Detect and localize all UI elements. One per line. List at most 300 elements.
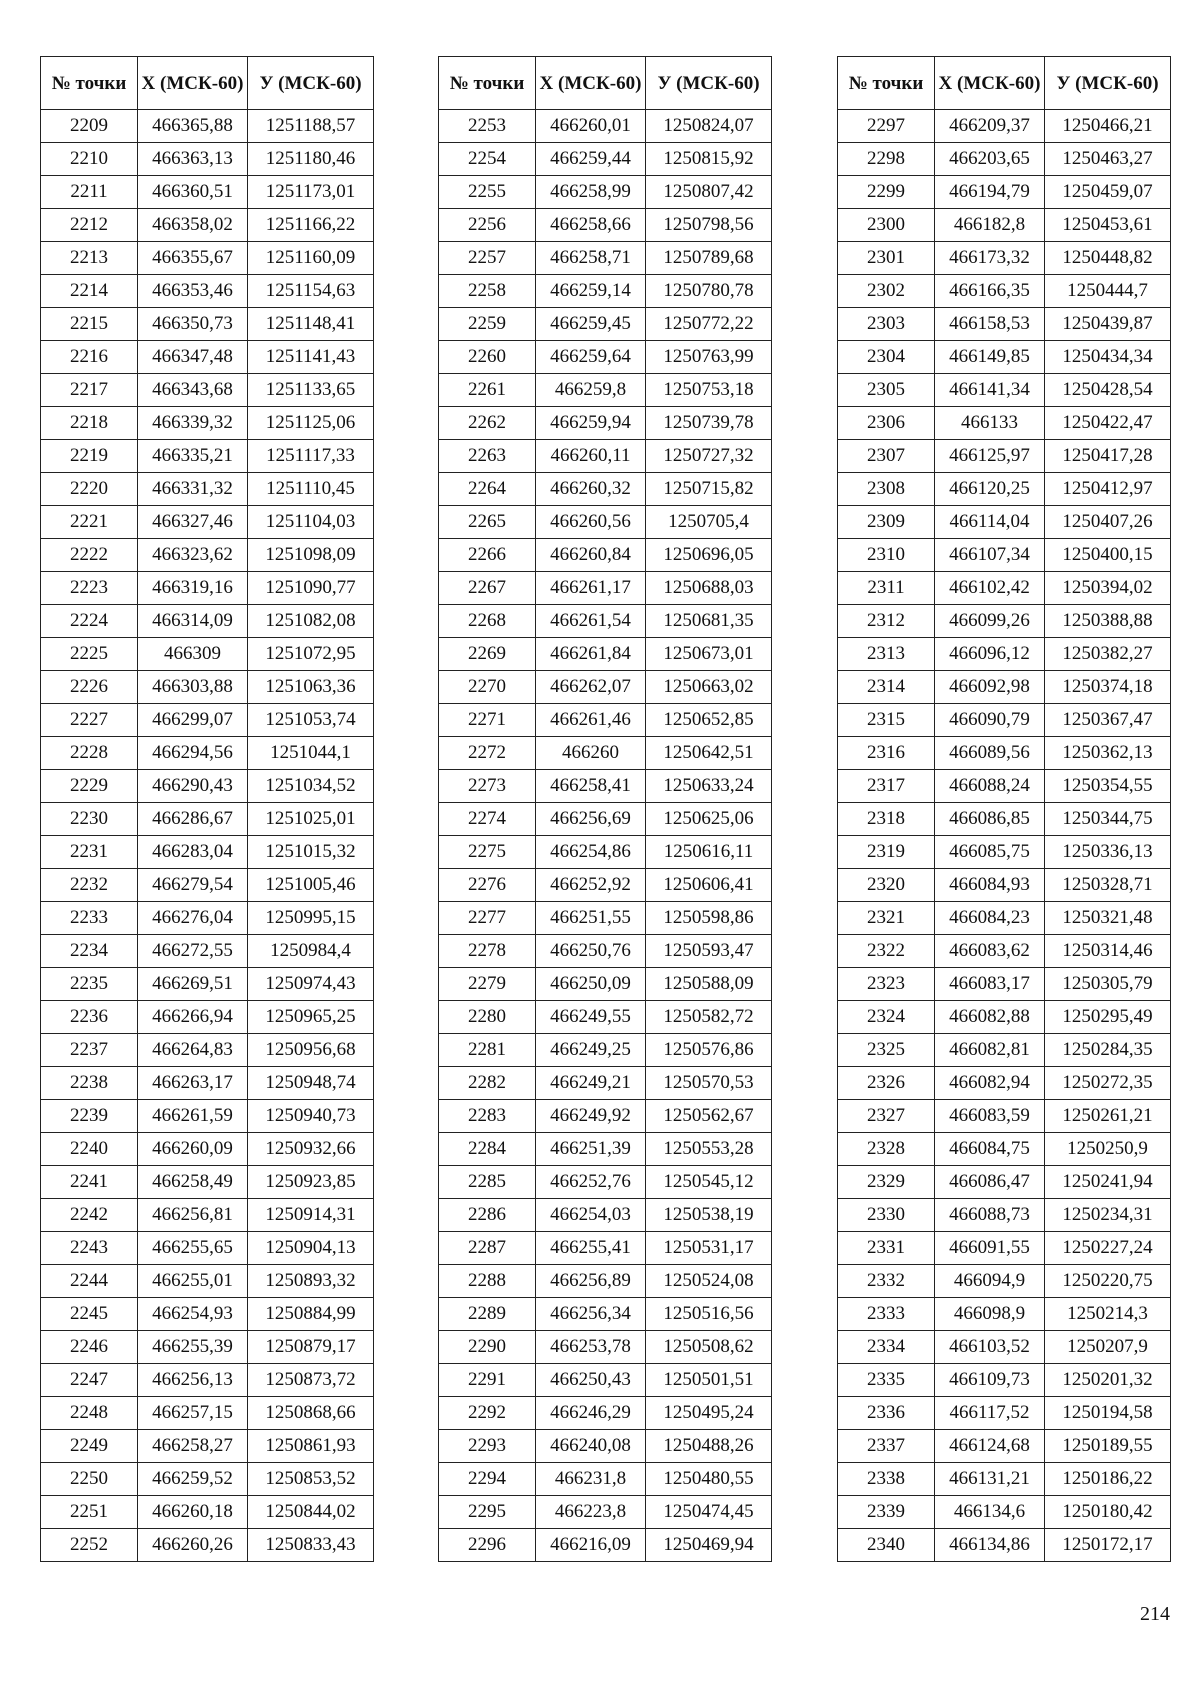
x-coordinate-cell: 466250,76	[536, 935, 646, 968]
x-coordinate-cell: 466090,79	[935, 704, 1045, 737]
table-row	[41, 1364, 374, 1397]
point-number-cell: 2244	[41, 1265, 138, 1298]
y-coordinate-cell: 1251125,06	[248, 407, 374, 440]
y-coordinate-cell: 1250576,86	[646, 1034, 772, 1067]
y-coordinate-cell: 1250923,85	[248, 1166, 374, 1199]
y-coordinate-cell: 1250904,13	[248, 1232, 374, 1265]
x-coordinate-cell: 466259,94	[536, 407, 646, 440]
table-row	[439, 1166, 772, 1199]
x-coordinate-cell: 466085,75	[935, 836, 1045, 869]
y-coordinate-cell: 1250417,28	[1045, 440, 1171, 473]
table-row	[838, 539, 1171, 572]
x-coordinate-cell: 466259,14	[536, 275, 646, 308]
header-row	[838, 57, 1171, 110]
x-coordinate-cell: 466256,81	[138, 1199, 248, 1232]
x-coordinate-cell: 466258,66	[536, 209, 646, 242]
point-number-cell: 2246	[41, 1331, 138, 1364]
x-coordinate-cell: 466134,6	[935, 1496, 1045, 1529]
coordinates-table-2	[438, 56, 772, 1562]
table-row	[41, 1133, 374, 1166]
point-number-cell: 2215	[41, 308, 138, 341]
x-coordinate-cell: 466252,92	[536, 869, 646, 902]
point-number-cell: 2227	[41, 704, 138, 737]
x-coordinate-cell: 466255,65	[138, 1232, 248, 1265]
y-coordinate-cell: 1251063,36	[248, 671, 374, 704]
table-row	[838, 1067, 1171, 1100]
point-number-cell: 2226	[41, 671, 138, 704]
x-coordinate-cell: 466314,09	[138, 605, 248, 638]
point-number-cell: 2323	[838, 968, 935, 1001]
table-row	[838, 638, 1171, 671]
table-row	[41, 407, 374, 440]
table-row	[41, 143, 374, 176]
y-coordinate-cell: 1250974,43	[248, 968, 374, 1001]
point-number-cell: 2245	[41, 1298, 138, 1331]
point-number-cell: 2310	[838, 539, 935, 572]
point-number-cell: 2315	[838, 704, 935, 737]
point-number-cell: 2340	[838, 1529, 935, 1562]
table-row	[439, 572, 772, 605]
x-coordinate-cell: 466254,03	[536, 1199, 646, 1232]
point-number-cell: 2264	[439, 473, 536, 506]
point-number-cell: 2286	[439, 1199, 536, 1232]
point-number-cell: 2304	[838, 341, 935, 374]
x-coordinate-cell: 466257,15	[138, 1397, 248, 1430]
point-number-cell: 2268	[439, 605, 536, 638]
point-number-cell: 2294	[439, 1463, 536, 1496]
y-coordinate-cell: 1251104,03	[248, 506, 374, 539]
y-coordinate-cell: 1250172,17	[1045, 1529, 1171, 1562]
x-coordinate-cell: 466303,88	[138, 671, 248, 704]
table-row	[41, 671, 374, 704]
point-number-cell: 2318	[838, 803, 935, 836]
table-row	[838, 935, 1171, 968]
x-coordinate-cell: 466331,32	[138, 473, 248, 506]
point-number-cell: 2223	[41, 572, 138, 605]
y-coordinate-cell: 1250739,78	[646, 407, 772, 440]
y-coordinate-cell: 1251090,77	[248, 572, 374, 605]
x-coordinate-cell: 466259,64	[536, 341, 646, 374]
table-body	[838, 110, 1171, 1562]
y-coordinate-cell: 1250501,51	[646, 1364, 772, 1397]
table-row	[439, 1397, 772, 1430]
point-number-cell: 2267	[439, 572, 536, 605]
table-row	[838, 1331, 1171, 1364]
coordinates-table-3	[837, 56, 1171, 1562]
table-row	[838, 1265, 1171, 1298]
point-number-cell: 2292	[439, 1397, 536, 1430]
x-coordinate-cell: 466299,07	[138, 704, 248, 737]
y-coordinate-cell: 1250715,82	[646, 473, 772, 506]
y-coordinate-cell: 1250932,66	[248, 1133, 374, 1166]
x-coordinate-cell: 466249,92	[536, 1100, 646, 1133]
y-coordinate-cell: 1250861,93	[248, 1430, 374, 1463]
x-coordinate-cell: 466365,88	[138, 110, 248, 143]
point-number-cell: 2320	[838, 869, 935, 902]
point-number-cell: 2317	[838, 770, 935, 803]
point-number-cell: 2277	[439, 902, 536, 935]
x-coordinate-cell: 466251,55	[536, 902, 646, 935]
point-number-cell: 2276	[439, 869, 536, 902]
y-coordinate-cell: 1250798,56	[646, 209, 772, 242]
table-row	[41, 1034, 374, 1067]
y-coordinate-cell: 1250616,11	[646, 836, 772, 869]
y-coordinate-cell: 1250444,7	[1045, 275, 1171, 308]
x-coordinate-cell: 466120,25	[935, 473, 1045, 506]
table-row	[838, 605, 1171, 638]
table-row	[41, 1529, 374, 1562]
table-row	[41, 176, 374, 209]
table-row	[41, 704, 374, 737]
point-number-cell: 2269	[439, 638, 536, 671]
x-coordinate-cell: 466264,83	[138, 1034, 248, 1067]
y-coordinate-cell: 1250480,55	[646, 1463, 772, 1496]
table-row	[838, 572, 1171, 605]
point-number-cell: 2298	[838, 143, 935, 176]
table-row	[838, 143, 1171, 176]
y-coordinate-cell: 1250422,47	[1045, 407, 1171, 440]
x-coordinate-cell: 466249,25	[536, 1034, 646, 1067]
table-row	[838, 1001, 1171, 1034]
point-number-cell: 2272	[439, 737, 536, 770]
x-coordinate-cell: 466260,18	[138, 1496, 248, 1529]
y-coordinate-cell: 1250633,24	[646, 770, 772, 803]
x-coordinate-cell: 466260,26	[138, 1529, 248, 1562]
table-row	[439, 737, 772, 770]
coordinates-table-1	[40, 56, 374, 1562]
point-number-cell: 2259	[439, 308, 536, 341]
x-coordinate-cell: 466124,68	[935, 1430, 1045, 1463]
y-coordinate-cell: 1250531,17	[646, 1232, 772, 1265]
x-coordinate-cell: 466086,85	[935, 803, 1045, 836]
y-coordinate-cell: 1250673,01	[646, 638, 772, 671]
y-coordinate-cell: 1250374,18	[1045, 671, 1171, 704]
table-row	[439, 770, 772, 803]
y-coordinate-cell: 1250220,75	[1045, 1265, 1171, 1298]
table-body	[41, 110, 374, 1562]
y-coordinate-cell: 1250873,72	[248, 1364, 374, 1397]
table-row	[439, 869, 772, 902]
table-row	[439, 143, 772, 176]
point-number-cell: 2241	[41, 1166, 138, 1199]
point-number-cell: 2289	[439, 1298, 536, 1331]
table-row	[41, 440, 374, 473]
y-coordinate-cell: 1250189,55	[1045, 1430, 1171, 1463]
point-number-cell: 2324	[838, 1001, 935, 1034]
y-coordinate-cell: 1250488,26	[646, 1430, 772, 1463]
table-row	[41, 836, 374, 869]
table-row	[838, 1364, 1171, 1397]
point-number-cell: 2287	[439, 1232, 536, 1265]
coordinate-tables	[40, 56, 1170, 1566]
x-coordinate-cell: 466084,23	[935, 902, 1045, 935]
y-coordinate-cell: 1251173,01	[248, 176, 374, 209]
x-coordinate-cell: 466258,49	[138, 1166, 248, 1199]
table-row	[41, 638, 374, 671]
point-number-cell: 2339	[838, 1496, 935, 1529]
table-row	[41, 1199, 374, 1232]
table-row	[439, 440, 772, 473]
point-number-cell: 2325	[838, 1034, 935, 1067]
y-coordinate-cell: 1250833,43	[248, 1529, 374, 1562]
x-coordinate-cell: 466258,99	[536, 176, 646, 209]
table-row	[41, 605, 374, 638]
table-row	[838, 1166, 1171, 1199]
x-coordinate-cell: 466260,01	[536, 110, 646, 143]
table-row	[439, 275, 772, 308]
y-coordinate-cell: 1250570,53	[646, 1067, 772, 1100]
header-x-coordinate: Х (МСК-60)	[138, 57, 248, 110]
x-coordinate-cell: 466250,09	[536, 968, 646, 1001]
point-number-cell: 2303	[838, 308, 935, 341]
y-coordinate-cell: 1250407,26	[1045, 506, 1171, 539]
x-coordinate-cell: 466279,54	[138, 869, 248, 902]
point-number-cell: 2239	[41, 1100, 138, 1133]
table-row	[439, 935, 772, 968]
y-coordinate-cell: 1250516,56	[646, 1298, 772, 1331]
y-coordinate-cell: 1250394,02	[1045, 572, 1171, 605]
table-row	[838, 704, 1171, 737]
x-coordinate-cell: 466091,55	[935, 1232, 1045, 1265]
table-row	[838, 242, 1171, 275]
y-coordinate-cell: 1250495,24	[646, 1397, 772, 1430]
x-coordinate-cell: 466141,34	[935, 374, 1045, 407]
point-number-cell: 2316	[838, 737, 935, 770]
table-row	[439, 836, 772, 869]
table-row	[838, 836, 1171, 869]
table-row	[41, 341, 374, 374]
y-coordinate-cell: 1250753,18	[646, 374, 772, 407]
point-number-cell: 2240	[41, 1133, 138, 1166]
x-coordinate-cell: 466259,44	[536, 143, 646, 176]
y-coordinate-cell: 1251025,01	[248, 803, 374, 836]
table-row	[439, 1034, 772, 1067]
point-number-cell: 2210	[41, 143, 138, 176]
x-coordinate-cell: 466256,69	[536, 803, 646, 836]
x-coordinate-cell: 466261,59	[138, 1100, 248, 1133]
table-row	[41, 1265, 374, 1298]
y-coordinate-cell: 1250448,82	[1045, 242, 1171, 275]
y-coordinate-cell: 1250789,68	[646, 242, 772, 275]
x-coordinate-cell: 466258,71	[536, 242, 646, 275]
table-row	[439, 1100, 772, 1133]
x-coordinate-cell: 466240,08	[536, 1430, 646, 1463]
point-number-cell: 2329	[838, 1166, 935, 1199]
x-coordinate-cell: 466203,65	[935, 143, 1045, 176]
table-row	[838, 968, 1171, 1001]
table-row	[439, 506, 772, 539]
table-row	[439, 968, 772, 1001]
table-row	[439, 1001, 772, 1034]
point-number-cell: 2279	[439, 968, 536, 1001]
x-coordinate-cell: 466319,16	[138, 572, 248, 605]
point-number-cell: 2283	[439, 1100, 536, 1133]
table-row	[41, 110, 374, 143]
x-coordinate-cell: 466256,13	[138, 1364, 248, 1397]
table-row	[439, 1232, 772, 1265]
point-number-cell: 2305	[838, 374, 935, 407]
y-coordinate-cell: 1250879,17	[248, 1331, 374, 1364]
table-row	[838, 440, 1171, 473]
y-coordinate-cell: 1250241,94	[1045, 1166, 1171, 1199]
table-row	[41, 308, 374, 341]
header-point-number: № точки	[41, 57, 138, 110]
point-number-cell: 2233	[41, 902, 138, 935]
x-coordinate-cell: 466103,52	[935, 1331, 1045, 1364]
y-coordinate-cell: 1250914,31	[248, 1199, 374, 1232]
point-number-cell: 2308	[838, 473, 935, 506]
point-number-cell: 2309	[838, 506, 935, 539]
x-coordinate-cell: 466251,39	[536, 1133, 646, 1166]
x-coordinate-cell: 466084,75	[935, 1133, 1045, 1166]
point-number-cell: 2270	[439, 671, 536, 704]
y-coordinate-cell: 1251110,45	[248, 473, 374, 506]
y-coordinate-cell: 1250508,62	[646, 1331, 772, 1364]
point-number-cell: 2322	[838, 935, 935, 968]
y-coordinate-cell: 1251117,33	[248, 440, 374, 473]
x-coordinate-cell: 466125,97	[935, 440, 1045, 473]
table-row	[41, 473, 374, 506]
table-row	[439, 1496, 772, 1529]
header-x-coordinate: Х (МСК-60)	[536, 57, 646, 110]
table-row	[41, 209, 374, 242]
x-coordinate-cell: 466261,54	[536, 605, 646, 638]
table-row	[439, 539, 772, 572]
y-coordinate-cell: 1251166,22	[248, 209, 374, 242]
table-row	[439, 803, 772, 836]
x-coordinate-cell: 466260	[536, 737, 646, 770]
table-row	[41, 1397, 374, 1430]
table-row	[41, 242, 374, 275]
table-row	[439, 671, 772, 704]
x-coordinate-cell: 466263,17	[138, 1067, 248, 1100]
table-row	[838, 1034, 1171, 1067]
y-coordinate-cell: 1250853,52	[248, 1463, 374, 1496]
x-coordinate-cell: 466149,85	[935, 341, 1045, 374]
y-coordinate-cell: 1250466,21	[1045, 110, 1171, 143]
x-coordinate-cell: 466339,32	[138, 407, 248, 440]
point-number-cell: 2274	[439, 803, 536, 836]
y-coordinate-cell: 1250284,35	[1045, 1034, 1171, 1067]
table-row	[41, 1430, 374, 1463]
y-coordinate-cell: 1250250,9	[1045, 1133, 1171, 1166]
y-coordinate-cell: 1250459,07	[1045, 176, 1171, 209]
y-coordinate-cell: 1250474,45	[646, 1496, 772, 1529]
table-row	[439, 638, 772, 671]
y-coordinate-cell: 1251005,46	[248, 869, 374, 902]
y-coordinate-cell: 1250824,07	[646, 110, 772, 143]
x-coordinate-cell: 466086,47	[935, 1166, 1045, 1199]
table-row	[41, 1463, 374, 1496]
table-row	[838, 176, 1171, 209]
point-number-cell: 2216	[41, 341, 138, 374]
x-coordinate-cell: 466246,29	[536, 1397, 646, 1430]
y-coordinate-cell: 1250463,27	[1045, 143, 1171, 176]
x-coordinate-cell: 466262,07	[536, 671, 646, 704]
point-number-cell: 2254	[439, 143, 536, 176]
y-coordinate-cell: 1250400,15	[1045, 539, 1171, 572]
y-coordinate-cell: 1250186,22	[1045, 1463, 1171, 1496]
y-coordinate-cell: 1250727,32	[646, 440, 772, 473]
x-coordinate-cell: 466258,27	[138, 1430, 248, 1463]
table-row	[838, 209, 1171, 242]
point-number-cell: 2252	[41, 1529, 138, 1562]
x-coordinate-cell: 466083,17	[935, 968, 1045, 1001]
x-coordinate-cell: 466223,8	[536, 1496, 646, 1529]
point-number-cell: 2319	[838, 836, 935, 869]
table-row	[439, 242, 772, 275]
x-coordinate-cell: 466082,81	[935, 1034, 1045, 1067]
x-coordinate-cell: 466231,8	[536, 1463, 646, 1496]
x-coordinate-cell: 466098,9	[935, 1298, 1045, 1331]
x-coordinate-cell: 466252,76	[536, 1166, 646, 1199]
point-number-cell: 2271	[439, 704, 536, 737]
x-coordinate-cell: 466259,8	[536, 374, 646, 407]
table-row	[838, 869, 1171, 902]
point-number-cell: 2290	[439, 1331, 536, 1364]
point-number-cell: 2260	[439, 341, 536, 374]
table-row	[439, 1133, 772, 1166]
table-row	[838, 1100, 1171, 1133]
x-coordinate-cell: 466249,21	[536, 1067, 646, 1100]
point-number-cell: 2334	[838, 1331, 935, 1364]
y-coordinate-cell: 1250593,47	[646, 935, 772, 968]
header-y-coordinate: У (МСК-60)	[646, 57, 772, 110]
y-coordinate-cell: 1250328,71	[1045, 869, 1171, 902]
point-number-cell: 2257	[439, 242, 536, 275]
point-number-cell: 2234	[41, 935, 138, 968]
x-coordinate-cell: 466260,32	[536, 473, 646, 506]
y-coordinate-cell: 1250772,22	[646, 308, 772, 341]
table-row	[41, 1232, 374, 1265]
point-number-cell: 2263	[439, 440, 536, 473]
x-coordinate-cell: 466259,45	[536, 308, 646, 341]
y-coordinate-cell: 1250642,51	[646, 737, 772, 770]
point-number-cell: 2328	[838, 1133, 935, 1166]
table-row	[838, 1232, 1171, 1265]
point-number-cell: 2250	[41, 1463, 138, 1496]
y-coordinate-cell: 1250588,09	[646, 968, 772, 1001]
x-coordinate-cell: 466309	[138, 638, 248, 671]
y-coordinate-cell: 1250227,24	[1045, 1232, 1171, 1265]
y-coordinate-cell: 1250582,72	[646, 1001, 772, 1034]
y-coordinate-cell: 1251082,08	[248, 605, 374, 638]
y-coordinate-cell: 1250201,32	[1045, 1364, 1171, 1397]
x-coordinate-cell: 466260,11	[536, 440, 646, 473]
x-coordinate-cell: 466082,94	[935, 1067, 1045, 1100]
table-row	[41, 770, 374, 803]
point-number-cell: 2327	[838, 1100, 935, 1133]
x-coordinate-cell: 466272,55	[138, 935, 248, 968]
table-body	[439, 110, 772, 1562]
point-number-cell: 2280	[439, 1001, 536, 1034]
point-number-cell: 2326	[838, 1067, 935, 1100]
x-coordinate-cell: 466353,46	[138, 275, 248, 308]
x-coordinate-cell: 466269,51	[138, 968, 248, 1001]
x-coordinate-cell: 466347,48	[138, 341, 248, 374]
y-coordinate-cell: 1250321,48	[1045, 902, 1171, 935]
x-coordinate-cell: 466133	[935, 407, 1045, 440]
point-number-cell: 2297	[838, 110, 935, 143]
point-number-cell: 2302	[838, 275, 935, 308]
y-coordinate-cell: 1250314,46	[1045, 935, 1171, 968]
x-coordinate-cell: 466255,01	[138, 1265, 248, 1298]
point-number-cell: 2221	[41, 506, 138, 539]
x-coordinate-cell: 466335,21	[138, 440, 248, 473]
point-number-cell: 2238	[41, 1067, 138, 1100]
table-row	[439, 1199, 772, 1232]
x-coordinate-cell: 466294,56	[138, 737, 248, 770]
